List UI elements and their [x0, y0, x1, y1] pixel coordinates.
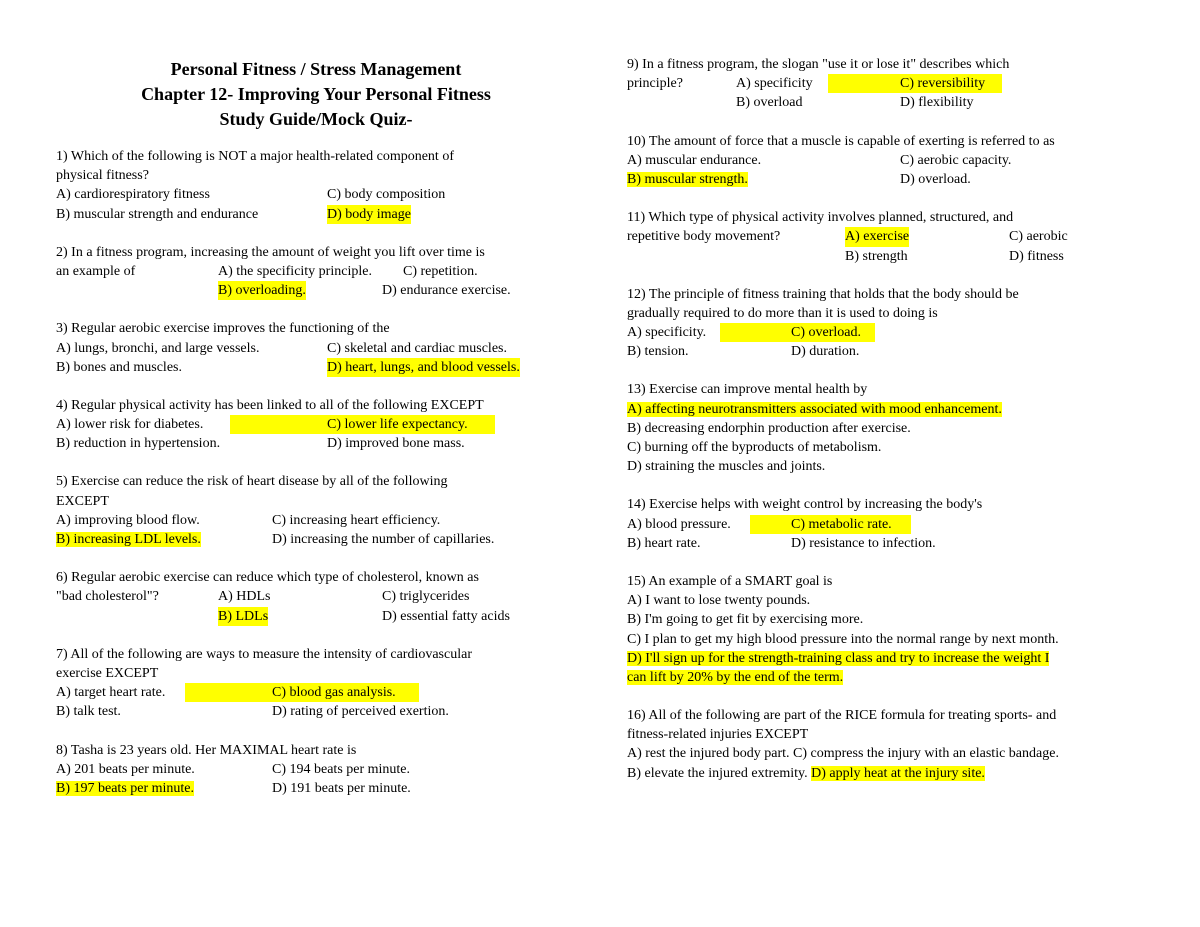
option-c-correct: C) reversibility	[828, 74, 1002, 93]
option-c: C) I plan to get my high blood pressure into the normal range by next month.	[627, 631, 1059, 647]
option-d: D) duration.	[791, 344, 860, 360]
option-d-correct: D) I'll sign up for the strength-training class and try to increase the weight I	[627, 650, 1050, 666]
right-column	[627, 55, 1147, 783]
option-a: A) improving blood flow.	[56, 512, 200, 528]
question-text: 5) Exercise can reduce the risk of heart disease by all of the following	[56, 474, 448, 490]
option-b-correct: B) 197 beats per minute.	[56, 780, 195, 796]
question-text: 12) The principle of fitness training that holds that the body should be	[627, 286, 1019, 302]
option-d: D) rating of perceived exertion.	[272, 704, 449, 720]
question-16	[627, 706, 1147, 783]
option-a: A) the specificity principle.	[218, 263, 372, 279]
header-subtitle: Study Guide/Mock Quiz-	[219, 109, 413, 129]
option-c: C) repetition.	[403, 263, 478, 279]
question-text: gradually required to do more than it is used to doing is	[627, 305, 938, 321]
option-d: D) resistance to infection.	[791, 535, 936, 551]
option-d: D) essential fatty acids	[382, 608, 510, 624]
option-b-correct: B) overloading.	[218, 281, 306, 300]
option-a: A) lower risk for diabetes.	[56, 417, 204, 433]
option-c-correct: C) overload.	[720, 323, 875, 342]
option-b: B) overload	[736, 95, 803, 111]
question-1	[56, 147, 576, 224]
option-a-correct: A) exercise	[845, 227, 909, 246]
question-8	[56, 741, 576, 799]
question-5	[56, 472, 576, 549]
option-a: A) blood pressure.	[627, 516, 731, 532]
option-b: B) elevate the injured extremity.	[627, 765, 808, 781]
question-text: EXCEPT	[56, 493, 109, 509]
option-d: D) 191 beats per minute.	[272, 780, 411, 796]
option-d: D) flexibility	[900, 95, 974, 111]
question-text: physical fitness?	[56, 168, 149, 184]
question-text: 13) Exercise can improve mental health by	[627, 382, 868, 398]
option-b: B) strength	[845, 248, 908, 264]
header-title: Personal Fitness / Stress Management	[170, 59, 462, 79]
option-c: C) aerobic	[1009, 229, 1068, 245]
question-13	[627, 380, 1147, 476]
question-text: 14) Exercise helps with weight control by increasing the body's	[627, 497, 983, 513]
question-10	[627, 132, 1147, 190]
question-text: repetitive body movement?	[627, 229, 781, 245]
question-text: "bad cholesterol"?	[56, 589, 159, 605]
question-15	[627, 572, 1147, 687]
question-text: 9) In a fitness program, the slogan "use it or lose it" describes which	[627, 57, 1010, 72]
question-3	[56, 319, 576, 377]
option-c-correct: C) lower life expectancy.	[230, 415, 495, 434]
question-6	[56, 568, 576, 626]
option-d-correct: D) apply heat at the injury site.	[811, 765, 985, 781]
question-12	[627, 285, 1147, 362]
question-text: 4) Regular physical activity has been linked to all of the following EXCEPT	[56, 397, 484, 413]
question-14	[627, 495, 1147, 553]
option-a-correct: A) affecting neurotransmitters associated with mood enhancement.	[627, 401, 1002, 417]
question-text: 16) All of the following are part of the RICE formula for treating sports- and	[627, 708, 1057, 724]
option-a: A) specificity	[736, 76, 813, 92]
question-text: 1) Which of the following is NOT a major health-related component of	[56, 149, 454, 164]
option-b-correct: B) muscular strength.	[627, 171, 748, 187]
option-b-correct: B) increasing LDL levels.	[56, 532, 201, 547]
question-text: 15) An example of a SMART goal is	[627, 573, 833, 589]
question-text: an example of	[56, 263, 136, 279]
question-text: fitness-related injuries EXCEPT	[627, 727, 809, 743]
question-7	[56, 645, 576, 722]
option-b-correct: B) LDLs	[218, 607, 268, 626]
question-text: 11) Which type of physical activity involves planned, structured, and	[627, 210, 1014, 226]
option-c: C) body composition	[327, 187, 446, 203]
document-header	[56, 57, 576, 132]
option-a: A) HDLs	[218, 589, 271, 605]
option-a: A) lungs, bronchi, and large vessels.	[56, 340, 260, 356]
option-a: A) muscular endurance.	[627, 152, 762, 168]
option-c-correct: C) metabolic rate.	[750, 515, 911, 534]
option-d: D) fitness	[1009, 248, 1064, 264]
option-d: D) increasing the number of capillaries.	[272, 532, 495, 547]
option-b: B) muscular strength and endurance	[56, 206, 259, 222]
option-d-correct: D) body image	[327, 205, 411, 224]
option-c-correct: C) blood gas analysis.	[185, 683, 419, 702]
option-c: C) burning off the byproducts of metabolism.	[627, 440, 882, 455]
option-c: C) skeletal and cardiac muscles.	[327, 340, 507, 356]
option-a: A) cardiorespiratory fitness	[56, 187, 210, 203]
option-b: B) bones and muscles.	[56, 359, 182, 375]
question-text: 7) All of the following are ways to measure the intensity of cardiovascular	[56, 646, 472, 662]
option-d: D) straining the muscles and joints.	[627, 459, 826, 475]
question-text: 3) Regular aerobic exercise improves the functioning of the	[56, 321, 390, 337]
header-chapter: Chapter 12- Improving Your Personal Fitness	[141, 84, 491, 104]
option-c: C) compress the injury with an elastic bandage.	[793, 746, 1059, 762]
option-c: C) 194 beats per minute.	[272, 761, 411, 777]
question-text: 8) Tasha is 23 years old. Her MAXIMAL heart rate is	[56, 742, 357, 758]
option-d-correct-continued: can lift by 20% by the end of the term.	[627, 669, 844, 685]
option-b: B) decreasing endorphin production after exercise.	[627, 420, 911, 436]
option-d: D) overload.	[900, 171, 971, 187]
option-a: A) I want to lose twenty pounds.	[627, 593, 811, 609]
option-a: A) 201 beats per minute.	[56, 761, 195, 777]
option-b: B) heart rate.	[627, 535, 701, 551]
question-11	[627, 208, 1147, 266]
option-a: A) target heart rate.	[56, 685, 166, 701]
question-text: exercise EXCEPT	[56, 665, 159, 681]
question-text: 10) The amount of force that a muscle is capable of exerting is referred to as	[627, 133, 1055, 149]
option-b: B) I'm going to get fit by exercising more.	[627, 612, 864, 628]
option-b: B) talk test.	[56, 704, 121, 720]
question-text: principle?	[627, 76, 683, 92]
left-column	[56, 57, 576, 798]
question-text: 6) Regular aerobic exercise can reduce which type of cholesterol, known as	[56, 570, 479, 586]
option-b: B) reduction in hypertension.	[56, 436, 221, 452]
question-text: 2) In a fitness program, increasing the amount of weight you lift over time is	[56, 244, 485, 260]
option-d: D) improved bone mass.	[327, 436, 465, 452]
question-4	[56, 396, 576, 454]
option-c: C) aerobic capacity.	[900, 152, 1012, 168]
option-c: C) increasing heart efficiency.	[272, 512, 441, 528]
option-a: A) specificity.	[627, 325, 707, 341]
option-a: A) rest the injured body part.	[627, 746, 790, 762]
option-b: B) tension.	[627, 344, 689, 360]
option-c: C) triglycerides	[382, 589, 470, 605]
option-d-correct: D) heart, lungs, and blood vessels.	[327, 358, 520, 377]
question-2	[56, 243, 576, 301]
question-9	[627, 55, 1147, 113]
option-d: D) endurance exercise.	[382, 283, 511, 299]
